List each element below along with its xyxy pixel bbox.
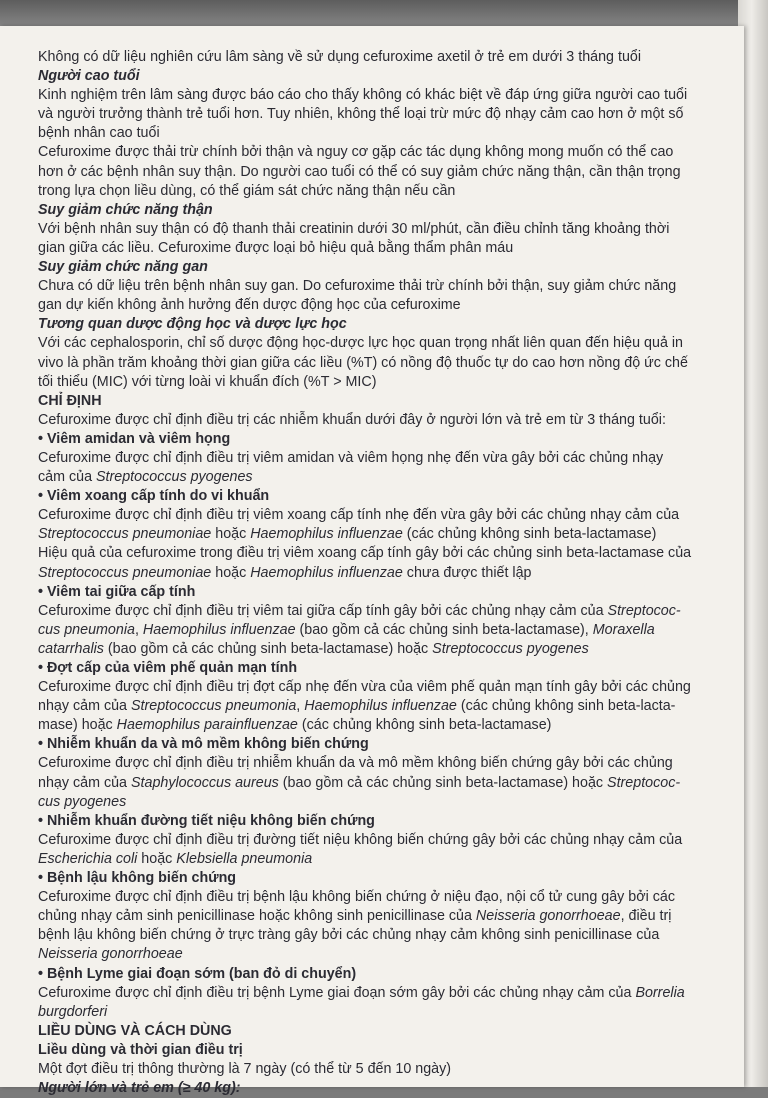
body-paragraph [38,831,738,869]
species-name: Streptococcus pyogenes [432,640,589,657]
text-line: cảm của Streptococcus pyogenes [38,469,253,486]
text-line: Escherichia coli hoặc Klebsiella pneumonia [38,850,313,867]
text-line: bệnh lậu không biến chứng ở trực tràng gây bởi các chủng nhạy cảm không sinh penicillinase của [38,927,660,944]
bullet-heading: • Viêm xoang cấp tính do vi khuẩn [38,488,270,505]
body-paragraph [38,86,738,143]
bullet-heading: • Bệnh lậu không biến chứng [38,870,237,887]
text-line [38,945,738,964]
text-line: Chưa có dữ liệu trên bệnh nhân suy gan. Do cefuroxime thải trừ chính bởi thận, suy giảm chức năng [38,278,677,295]
species-name: Borrelia [635,984,685,1001]
body-paragraph [38,48,738,67]
body-paragraph [38,1060,738,1079]
subheading: Suy giảm chức năng gan [38,259,208,276]
body-paragraph [38,602,738,659]
text-line: Với các cephalosporin, chỉ số dược động học-dược lực học quan trọng nhất liên quan đến hiệu quả in [38,335,684,352]
body-paragraph [38,984,738,1022]
species-name: Haemophilus influenzae [250,526,403,543]
text-line: Một đợt điều trị thông thường là 7 ngày (có thể từ 5 đến 10 ngày) [38,1060,452,1077]
text-line: Cefuroxime được chỉ định điều trị các nhiễm khuẩn dưới đây ở người lớn và trẻ em từ 3 tháng tuổi: [38,411,666,428]
text-line: chủng nhạy cảm sinh penicillinase hoặc không sinh penicillinase của Neisseria gonorrhoeae, điều trị [38,908,672,925]
species-name: Moraxella [592,621,655,638]
section-heading: LIỀU DÙNG VÀ CÁCH DÙNG [38,1022,232,1039]
species-name: Neisseria gonorrhoeae [475,908,621,925]
text-line: Streptococcus pneumoniae hoặc Haemophilus influenzae (các chủng không sinh beta-lactamase) [38,526,657,543]
text-line: Không có dữ liệu nghiên cứu lâm sàng về sử dụng cefuroxime axetil ở trẻ em dưới 3 tháng tuổi [38,49,642,65]
text-line: cus pneumonia, Haemophilus influenzae (bao gồm cả các chủng sinh beta-lactamase), Moraxella [38,621,655,638]
text-line: bệnh nhân cao tuổi [38,125,160,142]
bullet-heading: Liều dùng và thời gian điều trị [38,1041,243,1058]
body-paragraph [38,449,738,487]
body-paragraph [38,143,738,200]
species-name: Streptococcus pneumonia [130,698,297,715]
bullet-heading: • Viêm tai giữa cấp tính [38,583,196,600]
bullet-heading: • Nhiễm khuẩn da và mô mềm không biến chứng [38,736,369,753]
subheading: Tương quan dược động học và dược lực học [38,316,347,333]
document-page [0,26,744,1097]
species-name: Streptococcus pneumoniae [38,564,212,581]
species-name: Haemophilus influenzae [250,564,403,581]
bullet-heading: • Bệnh Lyme giai đoạn sớm (ban đỏ di chuyển) [38,965,357,982]
text-line: Với bệnh nhân suy thận có độ thanh thải creatinin dưới 30 ml/phút, cần điều chỉnh tăng khoảng thời [38,220,670,237]
text-line [38,793,738,812]
body-paragraph [38,277,738,315]
section-heading: CHỈ ĐỊNH [38,392,102,409]
text-line: Cefuroxime được chỉ định điều trị bệnh lậu không biến chứng ở niệu đạo, nội cổ tử cung gây bởi các [38,889,676,906]
text-line: Cefuroxime được chỉ định điều trị bệnh Lyme giai đoạn sớm gây bởi các chủng nhạy cảm của Borrelia [38,984,685,1001]
bullet-heading: • Nhiễm khuẩn đường tiết niệu không biến chứng [38,812,375,829]
bullet-heading: • Đợt cấp của viêm phế quản mạn tính [38,660,298,676]
text-line: gan dự kiến không ảnh hưởng đến dược động học của cefuroxime [38,297,461,314]
text-line: Cefuroxime được chỉ định điều trị viêm xoang cấp tính nhẹ đến vừa gây bởi các chủng nhạy cảm của [38,507,680,524]
species-name: Staphylococcus aureus [130,774,279,791]
text-line: Cefuroxime được chỉ định điều trị đường tiết niệu không biến chứng gây bởi các chủng nhạy cảm của [38,831,683,848]
text-line: Cefuroxime được chỉ định điều trị nhiễm khuẩn da và mô mềm không biến chứng gây bởi các chủng [38,755,673,772]
text-line: Cefuroxime được chỉ định điều trị đợt cấp nhẹ đến vừa của viêm phế quản mạn tính gây bởi các chủng [38,679,691,696]
species-name: Streptococ- [607,602,681,619]
text-line: Cefuroxime được thải trừ chính bởi thận và nguy cơ gặp các tác dụng không mong muốn có thể cao [38,144,674,161]
subheading: Người lớn và trẻ em (≥ 40 kg): [38,1080,241,1097]
body-paragraph [38,678,738,735]
body-paragraph [38,220,738,258]
text-line: Kinh nghiệm trên lâm sàng được báo cáo cho thấy không có khác biệt về đáp ứng giữa người cao tuổi [38,87,688,104]
text-line: Hiệu quả của cefuroxime trong điều trị viêm xoang cấp tính gây bởi các chủng sinh beta-lactamase của [38,545,692,562]
subheading: Người cao tuổi [38,68,140,85]
text-line: trong lựa chọn liều dùng, có thể giám sát chức năng thận nếu cần [38,182,456,199]
text-line: hơn ở các bệnh nhân suy thận. Do người cao tuổi có thể có suy giảm chức năng thận, cần thận trọng [38,163,681,180]
species-name: burgdorferi [38,1003,108,1020]
body-paragraph [38,888,738,964]
species-name: Streptococ- [607,774,681,791]
species-name: Streptococcus pneumoniae [38,526,212,543]
text-line: nhạy cảm của Streptococcus pneumonia, Haemophilus influenzae (các chủng không sinh beta-lacta- [38,698,676,715]
document-body [38,48,738,1098]
species-name: Klebsiella pneumonia [176,850,313,867]
species-name: Haemophilus parainfluenzae [116,717,298,734]
text-line: catarrhalis (bao gồm cả các chủng sinh beta-lactamase) hoặc Streptococcus pyogenes [38,640,589,657]
text-line: gian giữa các liều. Cefuroxime được loại bỏ hiệu quả bằng thẩm phân máu [38,239,514,256]
body-paragraph [38,506,738,582]
text-line: mase) hoặc Haemophilus parainfluenzae (các chủng không sinh beta-lactamase) [38,717,552,734]
body-paragraph [38,334,738,391]
species-name: cus pneumonia [38,621,135,638]
subheading: Suy giảm chức năng thận [38,201,213,218]
species-name: Haemophilus influenzae [304,698,457,715]
species-name: catarrhalis [38,640,104,657]
text-line: tối thiểu (MIC) với từng loài vi khuẩn đích (%T > MIC) [38,373,377,390]
text-line: Streptococcus pneumoniae hoặc Haemophilus influenzae chưa được thiết lập [38,564,532,581]
text-line: Cefuroxime được chỉ định điều trị viêm tai giữa cấp tính gây bởi các chủng nhạy cảm của Streptococ- [38,602,681,619]
text-line: nhạy cảm của Staphylococcus aureus (bao gồm cả các chủng sinh beta-lactamase) hoặc Streptococ- [38,774,681,791]
text-line: Cefuroxime được chỉ định điều trị viêm amidan và viêm họng nhẹ đến vừa gây bởi các chủng nhạy [38,449,664,466]
species-name: Haemophilus influenzae [142,621,296,638]
body-paragraph [38,411,738,430]
species-name: Escherichia coli [38,850,138,867]
species-name: Streptococcus pyogenes [96,469,253,486]
text-line [38,1003,738,1022]
bullet-heading: • Viêm amidan và viêm họng [38,430,231,447]
text-line: vivo là phần trăm khoảng thời gian giữa các liều (%T) có nồng độ thuốc tự do cao hơn nồng độ ức chế [38,354,688,371]
species-name: cus pyogenes [38,793,127,810]
text-line: và người trưởng thành trẻ tuổi hơn. Tuy nhiên, không thể loại trừ mức độ nhạy cảm cao hơn ở một số [38,106,684,123]
body-paragraph [38,754,738,811]
species-name: Neisseria gonorrhoeae [38,946,183,963]
